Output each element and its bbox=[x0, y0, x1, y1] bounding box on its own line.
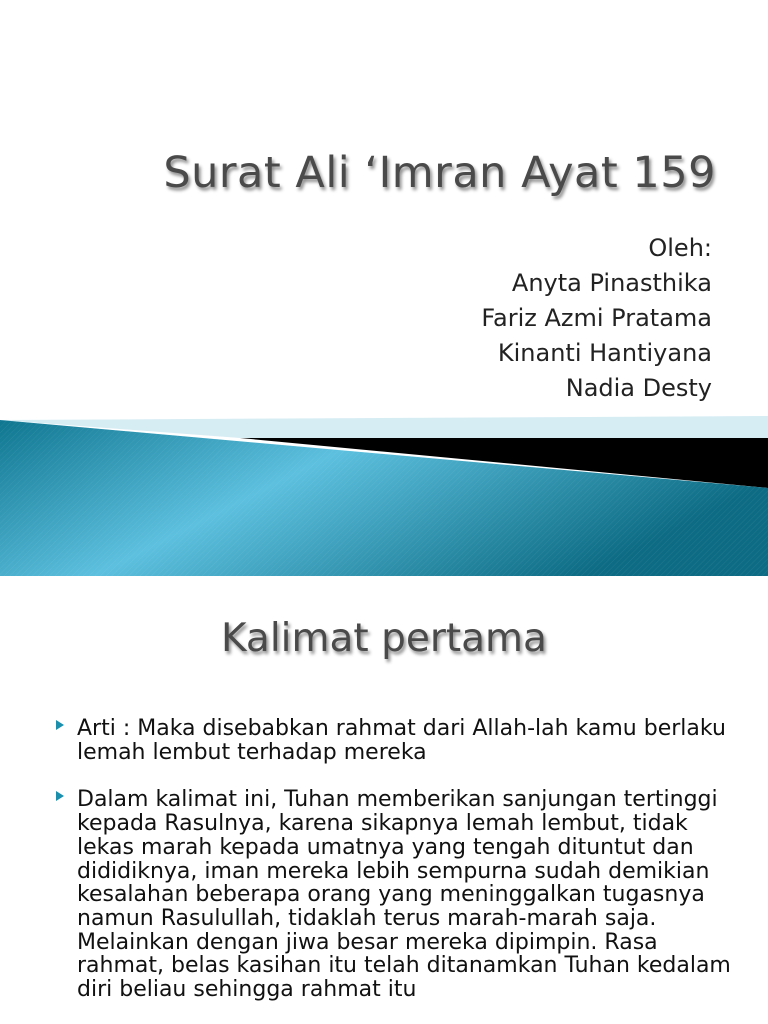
authors-label: Oleh: bbox=[648, 234, 712, 262]
bullet-text: Dalam kalimat ini, Tuhan memberikan sanjungan tertinggi kepada Rasulnya, karena sikapnya lemah lembut, tidak lekas marah kepada umatnya yang tengah dituntut dan dididiknya, iman mereka lebih sempurna sudah demikian kesalahan beberapa orang yang meninggalkan tugasnya namun Rasulullah, tidaklah terus marah-marah saja. Melainkan dengan jiwa besar mereka dipimpin. Rasa rahmat, belas kasihan itu telah ditanamkan Tuhan kedalam diri beliau sehingga rahmat itu bbox=[77, 787, 731, 1003]
author-name: Kinanti Hantiyana bbox=[497, 339, 712, 367]
list-item bbox=[0, 717, 768, 764]
triangle-bullet-icon bbox=[56, 720, 64, 730]
bullet-text: Arti : Maka disebabkan rahmat dari Allah-lah kamu berlaku lemah lembut terhadap mereka bbox=[77, 716, 726, 765]
triangle-bullet-icon bbox=[56, 791, 64, 801]
slide-heading: Kalimat pertama bbox=[221, 616, 547, 661]
slide-title: Surat Ali ‘Imran Ayat 159 bbox=[163, 148, 716, 198]
decorative-banner bbox=[0, 410, 768, 576]
list-item bbox=[0, 788, 768, 1001]
author-name: Nadia Desty bbox=[565, 374, 712, 402]
author-name: Fariz Azmi Pratama bbox=[481, 304, 712, 332]
authors-block bbox=[481, 231, 712, 406]
content-slide bbox=[0, 576, 768, 1024]
author-name: Anyta Pinasthika bbox=[511, 269, 712, 297]
bullet-list bbox=[0, 717, 768, 1024]
